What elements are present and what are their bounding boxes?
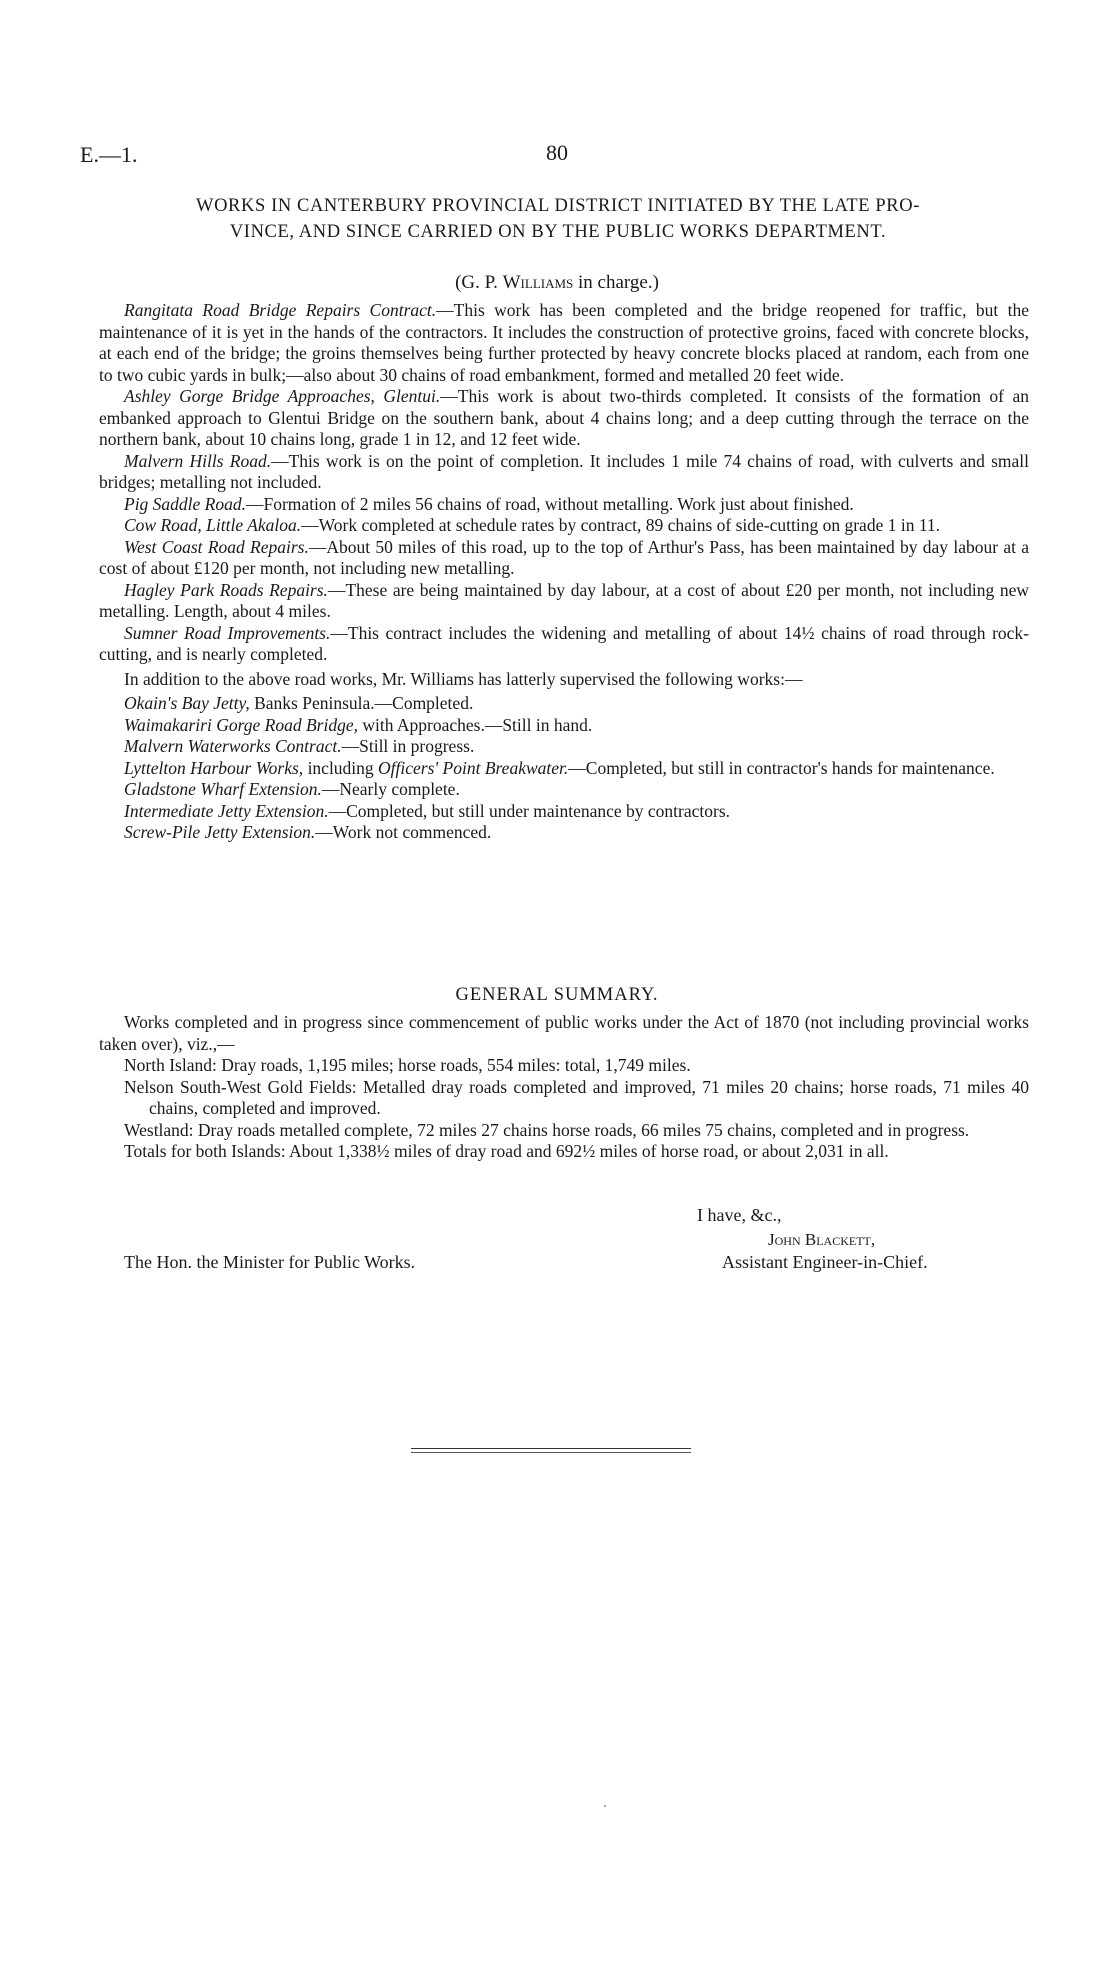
work-text: —About 50 miles of this road, up to the top of Arthur's Pass, has been maintained by day labour at a cost of about £120 per month, not including new metalling. <box>99 536 1030 578</box>
work-name: Gladstone Wharf Extension. <box>124 779 322 799</box>
work-text: —This work is about two-thirds completed. It consists of the formation of an embanked approach to Glentui Bridge on the southern bank, about 4 chains long; and a deep cutting through the terrace on the northern bank, about 10 chains long, grade 1 in 12, and 12 feet wide. <box>99 386 1029 449</box>
other-work <box>99 758 1029 780</box>
work-paragraph <box>99 451 1029 494</box>
work-text: —Completed, but still in contractor's hands for maintenance. <box>568 757 995 778</box>
summary-item: Nelson South-West Gold Fields: Metalled dray roads completed and improved, 71 miles 20 chains; horse roads, 71 miles 40 chains, completed and improved. <box>124 1076 1029 1118</box>
signature-title: Assistant Engineer-in-Chief. <box>722 1252 928 1272</box>
work-paragraph <box>99 515 1029 537</box>
title-line-2: VINCE, AND SINCE CARRIED ON BY THE PUBLIC WORKS DEPARTMENT. <box>229 222 887 242</box>
work-text: —Formation of 2 miles 56 chains of road, without metalling. Work just about finished. <box>246 493 854 514</box>
closing-rule-secondary <box>411 1452 691 1453</box>
work-text: —This contract includes the widening and metalling of about 14½ chains of road through rock-cutting, and is nearly completed. <box>99 622 1029 664</box>
closing-rule <box>411 1448 691 1449</box>
work-text: —Nearly complete. <box>321 779 460 799</box>
work-name: Lyttelton Harbour Works, <box>124 757 304 778</box>
title-line-1: WORKS IN CANTERBURY PROVINCIAL DISTRICT INITIATED BY THE LATE PRO- <box>196 196 920 216</box>
summary-item: North Island: Dray roads, 1,195 miles; horse roads, 554 miles: total, 1,749 miles. <box>124 1055 691 1075</box>
work-name: Waimakariri Gorge Road Bridge, <box>124 714 358 735</box>
other-work <box>99 779 1029 801</box>
work-paragraph <box>99 537 1029 580</box>
works-body <box>99 300 1029 844</box>
work-text: —This work is on the point of completion. It includes 1 mile 74 chains of road, with culverts and small bridges; metalling not included. <box>99 450 1029 492</box>
work-name: Okain's Bay Jetty, <box>124 693 250 713</box>
work-text: —Work not commenced. <box>315 822 492 842</box>
charge-close: in charge.) <box>573 272 659 293</box>
page-title <box>78 193 1038 245</box>
work-paragraph <box>99 580 1029 623</box>
summary-item: Westland: Dray roads metalled complete, 72 miles 27 chains horse roads, 66 miles 75 chains, completed and in progress. <box>124 1119 970 1140</box>
work-name: Intermediate Jetty Extension. <box>124 800 329 821</box>
work-name: Officers' Point Breakwater. <box>378 757 569 778</box>
work-name: Hagley Park Roads Repairs. <box>124 579 328 600</box>
work-text: —Still in progress. <box>341 736 475 756</box>
work-text: —This work has been completed and the bridge reopened for traffic, but the maintenance of it is yet in the hands of the contractors. It includes the construction of protective groins, faced with concrete blocks, at each end of the bridge; the groins themselves being further protected by heavy concrete blocks placed at random, each from one to two cubic yards in bulk;—also about 30 chains of road embankment, formed and metalled 20 feet wide. <box>99 300 1030 385</box>
charge-name: Williams <box>502 272 574 293</box>
signature-name: John Blackett, <box>768 1230 876 1249</box>
work-text: —Completed, but still under maintenance by contractors. <box>328 800 731 821</box>
summary-title: GENERAL SUMMARY. <box>455 985 659 1005</box>
work-name: Cow Road, Little Akaloa. <box>124 515 302 535</box>
work-paragraph <box>99 623 1029 666</box>
other-work <box>99 801 1029 823</box>
work-text: including <box>303 757 379 778</box>
paper-speck <box>604 1805 606 1807</box>
charge-open: (G. P. <box>455 272 503 293</box>
work-name: Pig Saddle Road. <box>124 493 246 514</box>
work-name: Rangitata Road Bridge Repairs Contract. <box>124 300 437 320</box>
addition-intro: In addition to the above road works, Mr. Williams has latterly supervised the following works:— <box>124 668 803 689</box>
work-text: —These are being maintained by day labour, at a cost of about £20 per month, not including new metalling. Length, about 4 miles. <box>99 579 1029 621</box>
work-name: Ashley Gorge Bridge Approaches, Glentui. <box>124 386 441 406</box>
summary-body <box>99 1012 1029 1163</box>
other-work <box>99 736 1029 758</box>
work-text: Banks Peninsula.—Completed. <box>249 693 474 713</box>
document-reference: E.—1. <box>80 142 138 167</box>
work-paragraph <box>99 386 1029 451</box>
other-work <box>99 693 1029 715</box>
summary-intro: Works completed and in progress since commencement of public works under the Act of 1870 (not including provincial works taken over), viz.,— <box>99 1012 1029 1054</box>
work-name: Sumner Road Improvements. <box>124 622 331 643</box>
other-work <box>99 822 1029 844</box>
work-name: Malvern Waterworks Contract. <box>124 736 342 756</box>
page-number: 80 <box>546 140 568 165</box>
work-paragraph <box>99 494 1029 516</box>
other-work <box>99 715 1029 737</box>
summary-item: Totals for both Islands: About 1,338½ miles of dray road and 692½ miles of horse road, or about 2,031 in all. <box>124 1141 889 1161</box>
work-paragraph <box>99 300 1029 386</box>
addressee: The Hon. the Minister for Public Works. <box>124 1252 416 1272</box>
work-name: West Coast Road Repairs. <box>124 536 309 557</box>
work-name: Screw-Pile Jetty Extension. <box>124 822 316 842</box>
work-text: with Approaches.—Still in hand. <box>357 714 593 735</box>
signature-closing: I have, &c., <box>697 1205 782 1225</box>
work-name: Malvern Hills Road. <box>124 450 272 471</box>
work-text: —Work completed at schedule rates by contract, 89 chains of side-cutting on grade 1 in 11. <box>301 515 941 535</box>
charge-line <box>0 272 1114 294</box>
